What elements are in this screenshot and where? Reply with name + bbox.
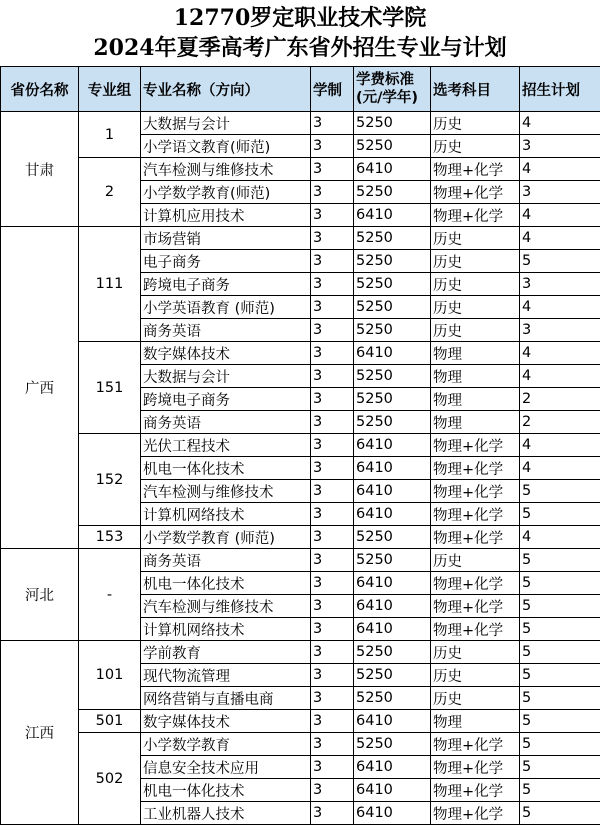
subjects-cell: 物理+化学 [431,480,520,503]
group-cell: 101 [79,641,141,710]
years-cell: 3 [311,664,354,687]
subjects-cell: 历史 [431,664,520,687]
major-cell: 现代物流管理 [141,664,311,687]
plan-cell: 2 [520,388,600,411]
plan-cell: 4 [520,342,600,365]
subjects-cell: 物理 [431,342,520,365]
plan-cell: 4 [520,296,600,319]
major-cell: 小学数学教育 (师范) [141,526,311,549]
table-row [1,733,600,756]
major-cell: 汽车检测与维修技术 [141,595,311,618]
subjects-cell: 物理+化学 [431,181,520,204]
subjects-cell: 物理+化学 [431,526,520,549]
subjects-cell: 历史 [431,273,520,296]
fee-cell: 5250 [354,112,431,135]
subjects-cell: 物理+化学 [431,779,520,802]
fee-cell: 5250 [354,135,431,158]
plan-cell: 5 [520,802,600,825]
fee-cell: 6410 [354,618,431,641]
plan-cell: 5 [520,549,600,572]
plan-cell: 4 [520,526,600,549]
fee-cell: 6410 [354,595,431,618]
subjects-cell: 历史 [431,296,520,319]
years-cell: 3 [311,273,354,296]
header-group: 专业组 [79,67,141,112]
plan-cell: 5 [520,250,600,273]
table-row [1,641,600,664]
years-cell: 3 [311,434,354,457]
major-cell: 小学语文教育(师范) [141,135,311,158]
plan-cell: 5 [520,503,600,526]
years-cell: 3 [311,503,354,526]
document-title [0,0,600,66]
years-cell: 3 [311,319,354,342]
years-cell: 3 [311,779,354,802]
fee-cell: 5250 [354,733,431,756]
plan-cell: 5 [520,664,600,687]
subjects-cell: 物理+化学 [431,572,520,595]
years-cell: 3 [311,181,354,204]
subjects-cell: 物理+化学 [431,595,520,618]
fee-cell: 6410 [354,342,431,365]
fee-cell: 5250 [354,273,431,296]
major-cell: 商务英语 [141,411,311,434]
enrollment-plan-table [0,66,600,825]
subjects-cell: 物理+化学 [431,457,520,480]
major-cell: 跨境电子商务 [141,388,311,411]
header-row [1,67,600,112]
subjects-cell: 历史 [431,112,520,135]
major-cell: 网络营销与直播电商 [141,687,311,710]
title-line-1: 12770罗定职业技术学院 [173,5,427,31]
fee-cell: 6410 [354,204,431,227]
years-cell: 3 [311,135,354,158]
subjects-cell: 历史 [431,687,520,710]
header-fee-line1: 学费标准 [356,72,414,88]
fee-cell: 5250 [354,388,431,411]
fee-cell: 6410 [354,434,431,457]
major-cell: 信息安全技术应用 [141,756,311,779]
table-row [1,549,600,572]
major-cell: 商务英语 [141,549,311,572]
fee-cell: 6410 [354,158,431,181]
group-cell: 152 [79,434,141,526]
plan-cell: 4 [520,227,600,250]
years-cell: 3 [311,526,354,549]
subjects-cell: 历史 [431,549,520,572]
years-cell: 3 [311,572,354,595]
plan-cell: 5 [520,480,600,503]
major-cell: 计算机应用技术 [141,204,311,227]
fee-cell: 6410 [354,779,431,802]
plan-cell: 3 [520,181,600,204]
years-cell: 3 [311,342,354,365]
table-body [1,112,600,825]
major-cell: 汽车检测与维修技术 [141,158,311,181]
years-cell: 3 [311,595,354,618]
group-cell: 151 [79,342,141,434]
plan-cell: 3 [520,135,600,158]
major-cell: 学前教育 [141,641,311,664]
subjects-cell: 物理 [431,411,520,434]
years-cell: 3 [311,158,354,181]
plan-cell: 5 [520,687,600,710]
years-cell: 3 [311,641,354,664]
major-cell: 机电一体化技术 [141,779,311,802]
plan-cell: 5 [520,572,600,595]
plan-cell: 4 [520,112,600,135]
plan-cell: 4 [520,434,600,457]
fee-cell: 5250 [354,411,431,434]
fee-cell: 6410 [354,710,431,733]
plan-cell: 4 [520,365,600,388]
group-cell: 502 [79,733,141,825]
years-cell: 3 [311,204,354,227]
subjects-cell: 物理 [431,710,520,733]
table-row [1,227,600,250]
subjects-cell: 物理 [431,388,520,411]
fee-cell: 6410 [354,802,431,825]
group-cell: 153 [79,526,141,549]
table-row [1,342,600,365]
years-cell: 3 [311,618,354,641]
years-cell: 3 [311,549,354,572]
years-cell: 3 [311,112,354,135]
plan-cell: 5 [520,618,600,641]
years-cell: 3 [311,250,354,273]
table-row [1,112,600,135]
group-cell: 501 [79,710,141,733]
fee-cell: 5250 [354,664,431,687]
years-cell: 3 [311,365,354,388]
major-cell: 跨境电子商务 [141,273,311,296]
fee-cell: 6410 [354,572,431,595]
group-cell: - [79,549,141,641]
subjects-cell: 物理+化学 [431,503,520,526]
province-cell: 广西 [1,227,79,549]
major-cell: 大数据与会计 [141,112,311,135]
fee-cell: 5250 [354,365,431,388]
major-cell: 光伏工程技术 [141,434,311,457]
table-row [1,526,600,549]
fee-cell: 5250 [354,227,431,250]
major-cell: 计算机网络技术 [141,503,311,526]
major-cell: 市场营销 [141,227,311,250]
plan-cell: 4 [520,204,600,227]
table-row [1,158,600,181]
subjects-cell: 历史 [431,135,520,158]
subjects-cell: 物理+化学 [431,802,520,825]
major-cell: 大数据与会计 [141,365,311,388]
subjects-cell: 物理+化学 [431,434,520,457]
fee-cell: 6410 [354,457,431,480]
major-cell: 汽车检测与维修技术 [141,480,311,503]
plan-cell: 5 [520,710,600,733]
header-fee [354,67,431,112]
table-row [1,710,600,733]
fee-cell: 5250 [354,526,431,549]
fee-cell: 6410 [354,480,431,503]
fee-cell: 5250 [354,250,431,273]
group-cell: 1 [79,112,141,158]
fee-cell: 5250 [354,641,431,664]
subjects-cell: 物理+化学 [431,158,520,181]
major-cell: 机电一体化技术 [141,457,311,480]
plan-cell: 2 [520,411,600,434]
major-cell: 电子商务 [141,250,311,273]
fee-cell: 6410 [354,503,431,526]
province-cell: 河北 [1,549,79,641]
years-cell: 3 [311,388,354,411]
subjects-cell: 历史 [431,319,520,342]
fee-cell: 6410 [354,756,431,779]
subjects-cell: 物理+化学 [431,204,520,227]
major-cell: 工业机器人技术 [141,802,311,825]
plan-cell: 5 [520,595,600,618]
major-cell: 计算机网络技术 [141,618,311,641]
subjects-cell: 物理 [431,365,520,388]
years-cell: 3 [311,733,354,756]
years-cell: 3 [311,756,354,779]
years-cell: 3 [311,296,354,319]
plan-cell: 4 [520,457,600,480]
years-cell: 3 [311,710,354,733]
major-cell: 小学数学教育 [141,733,311,756]
subjects-cell: 历史 [431,641,520,664]
years-cell: 3 [311,480,354,503]
major-cell: 小学英语教育 (师范) [141,296,311,319]
plan-cell: 3 [520,273,600,296]
years-cell: 3 [311,411,354,434]
group-cell: 2 [79,158,141,227]
major-cell: 商务英语 [141,319,311,342]
major-cell: 数字媒体技术 [141,710,311,733]
header-province: 省份名称 [1,67,79,112]
plan-cell: 3 [520,319,600,342]
group-cell: 111 [79,227,141,342]
plan-cell: 5 [520,756,600,779]
header-plan: 招生计划 [520,67,600,112]
years-cell: 3 [311,802,354,825]
subjects-cell: 物理+化学 [431,733,520,756]
province-cell: 江西 [1,641,79,825]
fee-cell: 5250 [354,296,431,319]
header-major: 专业名称（方向） [141,67,311,112]
table-row [1,434,600,457]
major-cell: 小学数学教育(师范) [141,181,311,204]
years-cell: 3 [311,457,354,480]
subjects-cell: 物理+化学 [431,618,520,641]
years-cell: 3 [311,227,354,250]
fee-cell: 5250 [354,687,431,710]
subjects-cell: 物理+化学 [431,756,520,779]
header-fee-line2: (元/学年) [356,90,419,106]
header-subjects: 选考科目 [431,67,520,112]
years-cell: 3 [311,687,354,710]
major-cell: 数字媒体技术 [141,342,311,365]
plan-cell: 5 [520,779,600,802]
plan-cell: 5 [520,733,600,756]
subjects-cell: 历史 [431,227,520,250]
plan-cell: 4 [520,158,600,181]
title-line-2: 2024年夏季高考广东省外招生专业与计划 [93,35,507,61]
fee-cell: 5250 [354,319,431,342]
plan-cell: 5 [520,641,600,664]
fee-cell: 5250 [354,549,431,572]
subjects-cell: 历史 [431,250,520,273]
province-cell: 甘肃 [1,112,79,227]
header-years: 学制 [311,67,354,112]
major-cell: 机电一体化技术 [141,572,311,595]
fee-cell: 5250 [354,181,431,204]
